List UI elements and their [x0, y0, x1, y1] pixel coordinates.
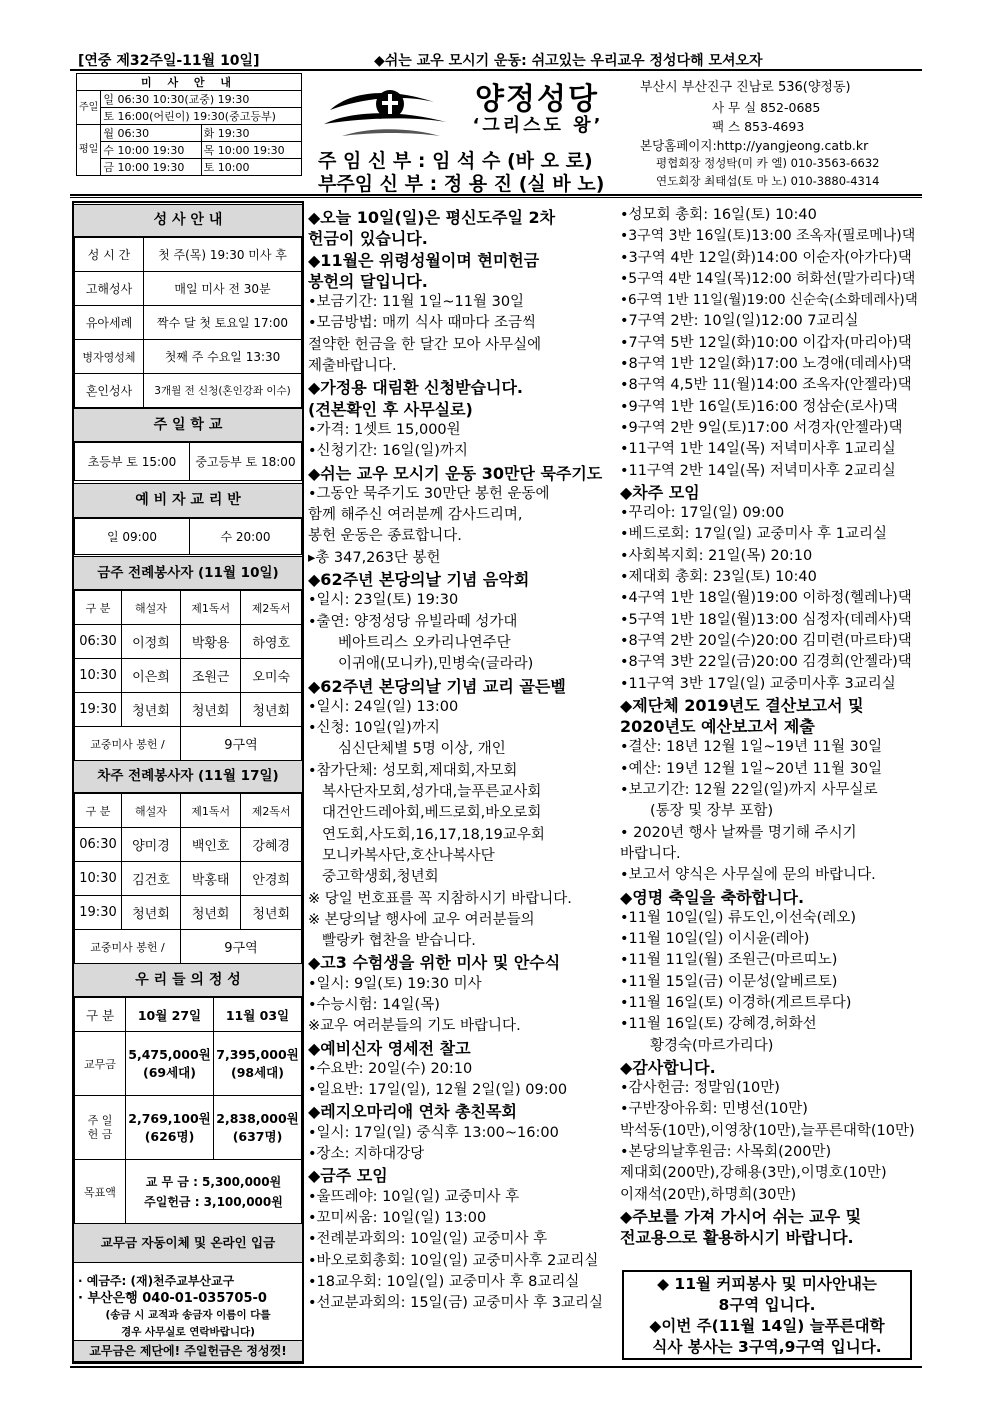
notice-line: •출연: 양정성당 유빌라떼 성가대	[308, 613, 518, 630]
offering-value: 2,769,100원 (626명)	[126, 1096, 214, 1160]
notice-line: •3구역 3반 16일(토)13:00 조옥자(필로메나)댁	[620, 228, 916, 245]
notice-line: 절약한 헌금을 한 달간 모아 사무실에	[308, 336, 542, 353]
next-week-roster	[74, 793, 302, 964]
service-notice-box	[622, 1270, 912, 1360]
homepage-link[interactable]: 본당홈페이지:http://yangjeong.catb.kr	[640, 138, 869, 153]
notice-heading: ◆주보를 가져 가시어 쉬는 교우 및	[620, 1206, 862, 1226]
notice-line: •베드로회: 17일(일) 교중미사 후 1교리실	[620, 526, 887, 543]
notice-line: •제대회 총회: 23일(토) 10:40	[620, 569, 817, 586]
roster-head: 제1독서	[180, 794, 241, 828]
top-line	[78, 48, 922, 70]
notice-line: ◆이번 주(11월 14일) 늘푸른대학	[649, 1317, 885, 1335]
notice-line: 제대회(200만),강해용(3만),이명호(10만)	[620, 1165, 887, 1182]
school-title: 주 일 학 교	[74, 408, 302, 442]
notice-line: •11월 10일(일) 이시윤(레아)	[620, 931, 810, 948]
catechumen-table	[74, 518, 302, 555]
notice-line: 제출바랍니다.	[308, 358, 397, 375]
week-label: [연중 제32주일-11월 10일]	[78, 53, 260, 69]
roster-cell: 오미숙	[241, 659, 302, 693]
notice-line: •참가단체: 성모회,제대회,자모회	[308, 762, 518, 779]
roster-head: 제1독서	[180, 591, 241, 625]
notice-heading: 봉헌의 달입니다.	[308, 271, 428, 291]
notice-line: •감사헌금: 정말임(10만)	[620, 1080, 780, 1097]
offering-mass-zone: 9구역	[180, 930, 301, 964]
account-note: 경우 사무실로 연락바랍니다)	[121, 1326, 255, 1338]
roster-cell: 10:30	[75, 659, 122, 693]
notice-heading: ◆레지오마리애 연차 총친목회	[308, 1102, 517, 1122]
sacrament-name: 유아세례	[75, 306, 144, 340]
goal-label: 목표액	[75, 1160, 126, 1224]
next-week-roster-title: 차주 전례봉사자 (11월 17일)	[74, 760, 302, 793]
offering-mass-label: 교중미사 봉헌 /	[75, 930, 181, 964]
offering-label: 주 일 헌 금	[75, 1096, 126, 1160]
notice-line: 대건안드레아회,베드로회,바오로회	[322, 805, 542, 822]
notice-line: •수능시험: 14일(목)	[308, 996, 440, 1013]
offering-value: 2,838,000원 (637명)	[214, 1096, 302, 1160]
notice-line: •성모회 총회: 16일(토) 10:40	[620, 207, 817, 223]
weekday-mass: 화 19:30	[201, 125, 301, 142]
office-phone: 사 무 실 852-0685	[712, 100, 821, 115]
roster-cell: 청년회	[180, 693, 241, 727]
notice-line: 8구역 입니다.	[718, 1296, 816, 1314]
roster-cell: 하영호	[241, 625, 302, 659]
mass-table	[76, 73, 302, 176]
right-notices	[620, 205, 920, 1249]
notice-heading: ◆62주년 본당의날 기념 음악회	[308, 570, 530, 590]
pastor-name: 주 임 신 부 : 임 석 수 (바 오 로)	[318, 150, 593, 172]
offering-title: 우 리 들 의 정 성	[74, 963, 302, 997]
weekday-mass: 토 10:00	[201, 159, 301, 176]
roster-cell: 백인호	[180, 828, 241, 862]
notice-line: •8구역 1반 12일(화)17:00 노경애(데레사)댁	[620, 356, 912, 373]
weekday-mass: 수 10:00 19:30	[101, 142, 201, 159]
roster-cell: 이정희	[122, 625, 181, 659]
notice-line: 복사단자모회,성가대,늘푸른교사회	[322, 784, 542, 801]
sacrament-name: 성 시 간	[75, 238, 144, 272]
notice-line: •꾸리아: 17일(일) 09:00	[620, 505, 785, 522]
roster-cell: 박황용	[180, 625, 241, 659]
church-address: 부산시 부산진구 진남로 536(양정동)	[640, 80, 851, 95]
catechumen-title: 예 비 자 교 리 반	[74, 483, 302, 518]
notice-heading: ◆11월은 위령성월이며 현미헌금	[308, 250, 540, 270]
notice-line: 연도회,사도회,16,17,18,19교우회	[322, 826, 545, 843]
notice-heading: ◆영명 축일을 축하합니다.	[620, 887, 805, 907]
notice-line: •8구역 2반 20일(수)20:00 김미련(마르타)댁	[620, 632, 912, 649]
weekday-mass: 목 10:00 19:30	[201, 142, 301, 159]
notice-line: •전례분과회의: 10일(일) 교중미사 후	[308, 1231, 548, 1248]
notice-heading: 전교용으로 활용하시기 바랍니다.	[620, 1228, 854, 1248]
notice-line: •9구역 1반 16일(토)16:00 정삼순(로사)댁	[620, 398, 898, 415]
notice-line: •7구역 2반: 10일(일)12:00 7교리실	[620, 313, 859, 330]
notice-heading: (견본확인 후 사무실로)	[308, 399, 473, 419]
offering-head: 11월 03일	[214, 998, 302, 1032]
notice-line: •울뜨레야: 10일(일) 교중미사 후	[308, 1188, 520, 1205]
offering-mass-zone: 9구역	[180, 727, 301, 761]
notice-line: •7구역 5반 12일(화)10:00 이갑자(마리아)댁	[620, 334, 912, 351]
notice-heading: 헌금이 있습니다.	[308, 229, 428, 249]
roster-head: 제2독서	[241, 591, 302, 625]
roster-cell: 강혜경	[241, 828, 302, 862]
notice-line: •11월 11일(월) 조원근(마르띠노)	[620, 952, 838, 969]
top-rule	[70, 69, 922, 71]
church-logo-icon	[322, 80, 450, 144]
notice-line: 봉헌 운동은 종료합니다.	[308, 528, 462, 545]
roster-cell: 양미경	[122, 828, 181, 862]
notice-line: 베아트리스 오카리나연주단	[338, 634, 511, 651]
notice-line: •일시: 24일(일) 13:00	[308, 698, 459, 715]
notice-line: •가격: 1셋트 15,000원	[308, 421, 461, 438]
notice-line: 이귀애(모니카),민병숙(글라라)	[338, 656, 534, 673]
weekday-label: 평일	[77, 125, 101, 176]
notice-heading: ◆감사합니다.	[620, 1057, 716, 1077]
this-week-roster-title: 금주 전례봉사자 (11월 10일)	[74, 556, 302, 590]
notice-line: •6구역 1반 11일(월)19:00 신순숙(소화데레사)댁	[620, 292, 918, 309]
offering-value: 7,395,000원 (98세대)	[214, 1032, 302, 1096]
fax-number: 팩 스 853-4693	[712, 119, 805, 134]
roster-head: 해설자	[122, 591, 181, 625]
notice-line: ※교우 여러분들의 기도 바랍니다.	[308, 1018, 521, 1035]
sunday-label: 주일	[77, 91, 101, 125]
roster-cell: 청년회	[180, 896, 241, 930]
notice-heading: 2020년도 예산보고서 제출	[620, 717, 815, 737]
notice-line: ※ 당일 번호표를 꼭 지참하시기 바랍니다.	[308, 890, 572, 907]
notice-line: •11월 16일(토) 이경하(게르트루다)	[620, 994, 852, 1011]
school-schedule: 초등부 토 15:00	[75, 443, 190, 481]
notice-line: •모금방법: 매끼 식사 때마다 조금씩	[308, 315, 536, 332]
council-head: 평협회장 정성탁(미 카 엘) 010-3563-6632	[656, 156, 880, 170]
notice-line: •신청: 10일(일)까지	[308, 720, 440, 737]
goal-value: 교 무 금 : 5,300,000원 주일헌금 : 3,100,000원	[126, 1160, 302, 1224]
notice-heading: ◆제단체 2019년도 결산보고서 및	[620, 695, 864, 715]
roster-cell: 청년회	[122, 896, 181, 930]
church-name: 양정성당	[475, 82, 599, 117]
weekday-mass: 금 10:00 19:30	[101, 159, 201, 176]
notice-line: •수요반: 20일(수) 20:10	[308, 1060, 473, 1077]
notice-line: •바오로회총회: 10일(일) 교중미사후 2교리실	[308, 1252, 599, 1269]
roster-cell: 06:30	[75, 828, 122, 862]
notice-line: •꼬미씨움: 10일(일) 13:00	[308, 1209, 487, 1226]
notice-line: •11월 10일(일) 류도인,이선숙(레오)	[620, 909, 856, 926]
notice-line: 함께 해주신 여러분께 감사드리며,	[308, 507, 523, 524]
roster-cell: 청년회	[122, 693, 181, 727]
sacrament-table	[74, 237, 302, 408]
notice-line: •본당의날후원금: 사목회(200만)	[620, 1144, 832, 1161]
sacrament-name: 병자영성체	[75, 340, 144, 374]
middle-notices	[308, 207, 620, 1314]
transfer-title: 교무금 자동이체 및 온라인 입금	[74, 1223, 302, 1263]
sacrament-title: 성 사 안 내	[74, 204, 302, 237]
patron: ‘그리스도 왕’	[472, 115, 604, 136]
notice-line: •일시: 9일(토) 19:30 미사	[308, 975, 482, 992]
notice-line: 중고학생회,청년회	[322, 869, 439, 886]
bottom-rule	[70, 1366, 922, 1368]
notice-line: • 2020년 행사 날짜를 명기해 주시기	[620, 824, 857, 841]
notice-line: •11구역 3반 17일(일) 교중미사후 3교리실	[620, 675, 896, 692]
notice-line: 모니카복사단,호산나복사단	[322, 847, 495, 864]
notice-line: •11구역 2반 14일(목) 저녁미사후 2교리실	[620, 462, 896, 479]
notice-line: 박석동(10만),이영창(10만),늘푸른대학(10만)	[620, 1122, 915, 1139]
roster-cell: 19:30	[75, 693, 122, 727]
roster-head: 제2독서	[241, 794, 302, 828]
notice-heading: ◆62주년 본당의날 기념 교리 골든벨	[308, 676, 566, 696]
sacrament-name: 혼인성사	[75, 374, 144, 408]
notice-line: •5구역 4반 14일(목)12:00 허화선(말가리다)댁	[620, 270, 916, 287]
mass-title: 미 사 안 내	[77, 74, 302, 91]
notice-line: •11월 16일(토) 강혜경,허화선	[620, 1016, 817, 1033]
account-note: (송금 시 교적과 송금자 이름이 다를	[105, 1309, 271, 1321]
notice-heading: ◆차주 모임	[620, 482, 700, 502]
roster-head: 구 분	[75, 794, 122, 828]
notice-heading: ◆금주 모임	[308, 1166, 388, 1186]
weekday-mass: 월 06:30	[101, 125, 201, 142]
roster-cell: 10:30	[75, 862, 122, 896]
roster-cell: 19:30	[75, 896, 122, 930]
account-holder: · 예금주: (재)천주교부산교구	[78, 1274, 235, 1288]
sacrament-time: 짝수 달 첫 토요일 17:00	[144, 306, 302, 340]
notice-line: ▸총 347,263단 봉헌	[308, 549, 441, 566]
notice-line: •선교분과회의: 15일(금) 교중미사 후 3교리실	[308, 1295, 603, 1312]
notice-line: 심신단체별 5명 이상, 개인	[338, 741, 506, 758]
notice-line: •장소: 지하대강당	[308, 1146, 425, 1163]
notice-line: •11구역 1반 14일(목) 저녁미사후 1교리실	[620, 441, 896, 458]
roster-cell: 김건호	[122, 862, 181, 896]
notice-line: •보고서 양식은 사무실에 문의 바랍니다.	[620, 867, 876, 884]
account-number: · 부산은행 040-01-035705-0	[78, 1291, 267, 1306]
offering-head: 10월 27일	[126, 998, 214, 1032]
school-schedule: 중고등부 토 18:00	[190, 443, 302, 481]
notice-line: •9구역 2반 9일(토)17:00 서경자(안젤라)댁	[620, 419, 903, 436]
roster-cell: 박홍태	[180, 862, 241, 896]
notice-heading: ◆가정용 대림환 신청받습니다.	[308, 378, 523, 398]
notice-line: •11월 15일(금) 이문성(알베르토)	[620, 973, 838, 990]
notice-line: ※ 본당의날 행사에 교우 여러분들의	[308, 911, 535, 928]
offering-head: 구 분	[75, 998, 126, 1032]
notice-line: •구반장아유회: 민병선(10만)	[620, 1101, 808, 1118]
assistant-priest-name: 부주임 신 부 : 정 용 진 (실 바 노)	[318, 173, 605, 195]
notice-heading: ◆쉬는 교우 모시기 운동 30만단 묵주기도	[308, 463, 603, 483]
roster-cell: 안경희	[241, 862, 302, 896]
header-rule-thin	[70, 197, 922, 198]
notice-line: •일시: 23일(토) 19:30	[308, 592, 459, 609]
notice-line: •일요반: 17일(일), 12월 2일(일) 09:00	[308, 1082, 568, 1099]
notice-line: •18교우회: 10일(일) 교중미사 후 8교리실	[308, 1273, 580, 1290]
notice-line: (통장 및 장부 포함)	[650, 803, 774, 820]
sacrament-time: 첫째 주 수요일 13:30	[144, 340, 302, 374]
sacrament-name: 고해성사	[75, 272, 144, 306]
notice-line: •일시: 17일(일) 중식후 13:00~16:00	[308, 1124, 559, 1141]
notice-line: •4구역 1반 18일(월)19:00 이하정(헬레나)댁	[620, 590, 912, 607]
sunday-mass-2: 토 16:00(어린이) 19:30(중고등부)	[101, 108, 302, 125]
offering-table	[74, 997, 302, 1224]
account-info	[78, 1273, 298, 1341]
roster-cell: 조원근	[180, 659, 241, 693]
notice-line: 이재석(20만),하명희(30만)	[620, 1186, 797, 1203]
roster-cell: 06:30	[75, 625, 122, 659]
this-week-roster	[74, 590, 302, 761]
roster-head: 해설자	[122, 794, 181, 828]
roster-cell: 청년회	[241, 896, 302, 930]
notice-line: •5구역 1반 18일(월)13:00 심정자(데레사)댁	[620, 611, 912, 628]
notice-line: 식사 봉사는 3구역,9구역 입니다.	[652, 1338, 882, 1356]
roster-cell: 청년회	[241, 693, 302, 727]
sacrament-time: 첫 주(목) 19:30 미사 후	[144, 238, 302, 272]
catechumen-schedule: 수 20:00	[190, 519, 302, 555]
notice-line: 빨랑카 협찬을 받습니다.	[322, 933, 476, 950]
notice-line: •예산: 19년 12월 1일~20년 11월 30일	[620, 760, 883, 777]
motto: ◆쉬는 교우 모시기 운동: 쉬고있는 우리교우 정성다해 모셔오자	[374, 53, 763, 69]
notice-heading: ◆고3 수험생을 위한 미사 및 안수식	[308, 953, 561, 973]
left-info-column	[72, 201, 304, 1364]
notice-line: •신청기간: 16일(일)까지	[308, 443, 468, 460]
notice-line: 황경숙(마르가리다)	[650, 1037, 774, 1054]
sunday-mass-1: 일 06:30 10:30(교중) 19:30	[101, 91, 302, 108]
notice-line: •결산: 18년 12월 1일~19년 11월 30일	[620, 739, 883, 756]
notice-line: •8구역 4,5반 11(월)14:00 조옥자(안젤라)댁	[620, 377, 912, 394]
catechumen-schedule: 일 09:00	[75, 519, 190, 555]
footer-note: 교무금은 제단에! 주일헌금은 정성껏!	[74, 1340, 302, 1362]
sacrament-time: 매일 미사 전 30분	[144, 272, 302, 306]
yeondo-head: 연도회장 최태섭(토 마 노) 010-3880-4314	[656, 174, 880, 188]
school-table	[74, 442, 302, 481]
notice-line: •사회복지회: 21일(목) 20:10	[620, 547, 813, 564]
header-rule	[70, 194, 922, 196]
sacrament-time: 3개월 전 신청(혼인강좌 이수)	[144, 374, 302, 408]
notice-line: •8구역 3반 22일(금)20:00 김경희(안젤라)댁	[620, 654, 912, 671]
notice-heading: ◆오늘 10일(일)은 평신도주일 2차	[308, 208, 556, 227]
notice-line: •3구역 4반 12일(화)14:00 이순자(아가다)댁	[620, 249, 912, 266]
offering-mass-label: 교중미사 봉헌 /	[75, 727, 181, 761]
roster-head: 구 분	[75, 591, 122, 625]
notice-line: •보금기간: 11월 1일~11월 30일	[308, 294, 525, 311]
roster-cell: 이은희	[122, 659, 181, 693]
offering-label: 교무금	[75, 1032, 126, 1096]
offering-value: 5,475,000원 (69세대)	[126, 1032, 214, 1096]
notice-line: •보고기간: 12월 22일(일)까지 사무실로	[620, 782, 878, 799]
notice-line: 바랍니다.	[620, 845, 681, 862]
notice-line: ◆ 11월 커피봉사 및 미사안내는	[657, 1275, 877, 1293]
notice-line: •그동안 묵주기도 30만단 봉헌 운동에	[308, 485, 550, 502]
notice-heading: ◆예비신자 영세전 찰고	[308, 1038, 471, 1058]
